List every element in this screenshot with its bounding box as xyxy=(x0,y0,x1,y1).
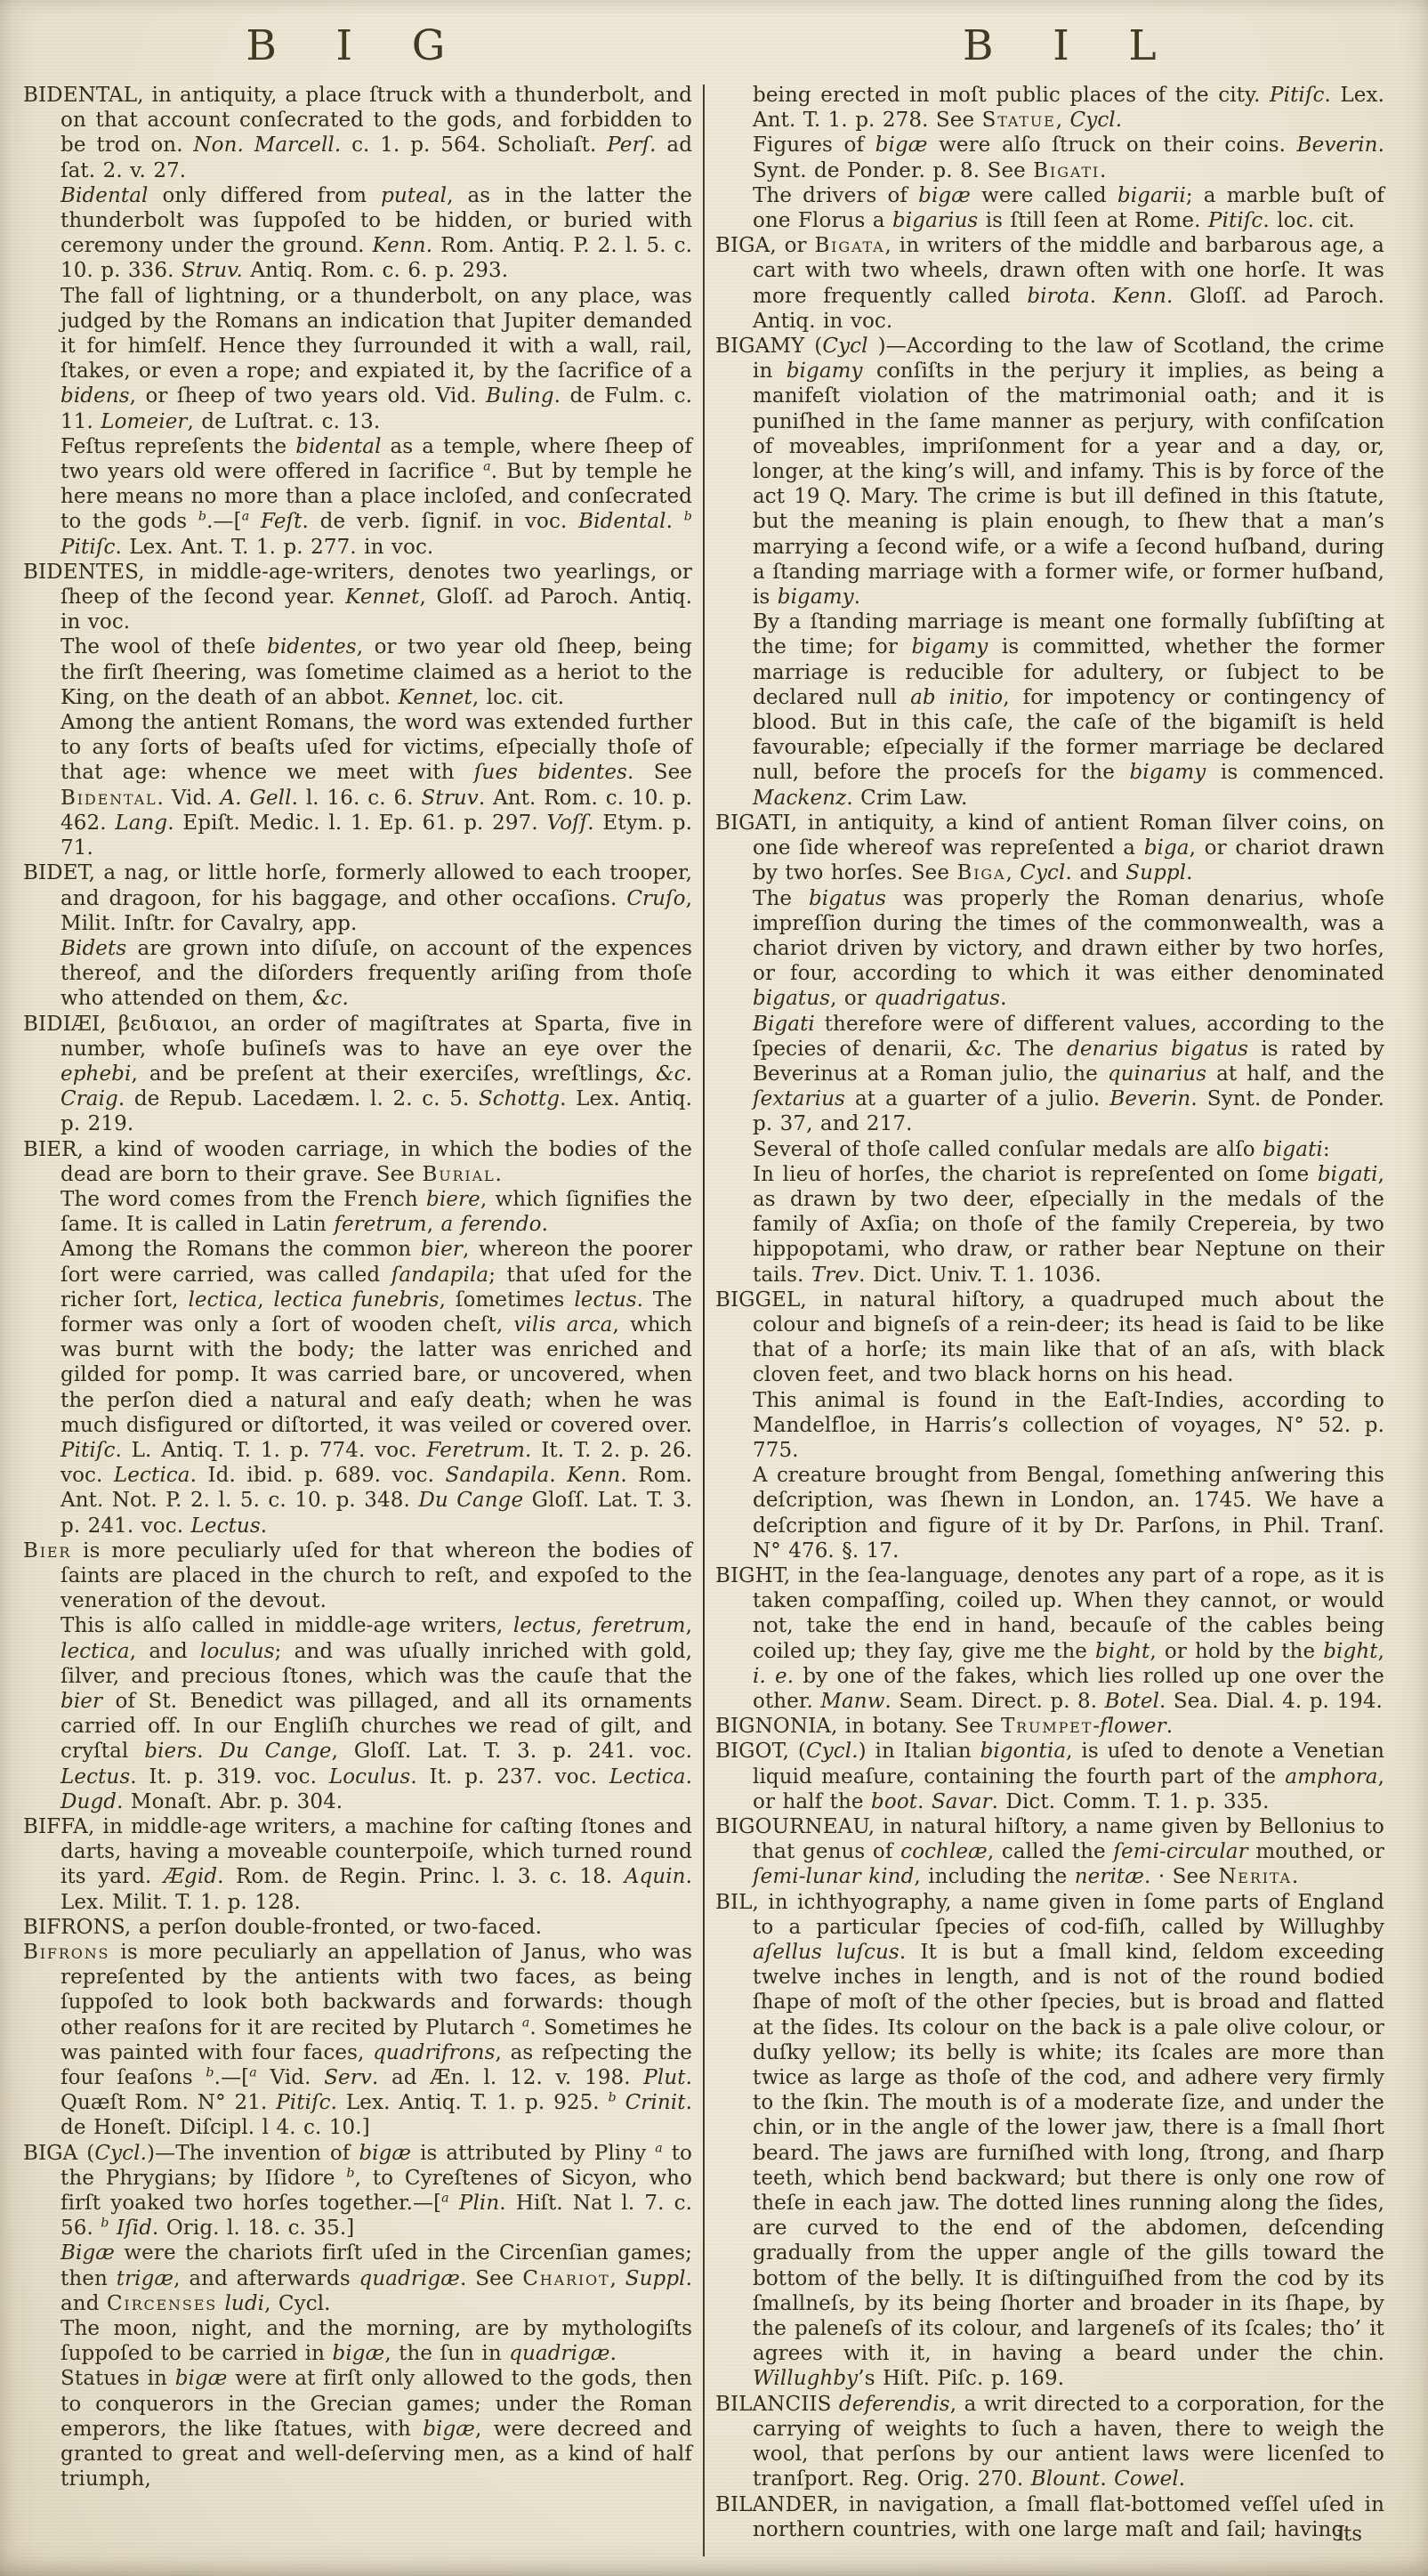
entry-paragraph: Statues in bigæ were at firſt only allowed to the gods, then to conquerors in the Grecian games; under the Roman emperors, the like ſtatues, with bigæ, were decreed and granted to great and well-deſerving men, as a kind of half triumph, xyxy=(61,2367,692,2491)
entry-paragraph: The wool of theſe bidentes, or two year old ſheep, being the firſt ſheering, was ſometime claimed as a heriot to the King, on the death of an abbot. Kennet, loc. cit. xyxy=(61,635,693,709)
running-head-left: B I G xyxy=(246,21,469,70)
entry-paragraph: The drivers of bigæ were called bigarii; a marble buſt of one Florus a bigarius is ſtill ſeen at Rome. Pitiſc. loc. cit. xyxy=(753,183,1384,233)
column-left xyxy=(23,83,692,2556)
entry-paragraph: BILANDER, in navigation, a ſmall flat-bottomed veſſel uſed in northern countries, with one large maſt and ſail; having xyxy=(715,2492,1384,2541)
entry-paragraph: The moon, night, and the morning, are by mythologiſts ſuppoſed to be carried in bigæ, the ſun in quadrigæ. xyxy=(61,2317,692,2366)
entry-paragraph: BIL, in ichthyography, a name given in ſome parts of England to a particular ſpecies of cod-fiſh, called by Willughby aſellus luſcus. It is but a ſmall kind, ſeldom exceeding twelve inches in length, and is not of the round bodied ſhape of moſt of the other ſpecies, but is broad and flatted at the ſides. Its colour on the back is a pale olive colour, or duſky yellow; its belly is white; its ſcales are more than twice as large as thoſe of the cod, and adhere very firmly to the ſkin. The mouth is of a moderate ſize, and under the chin, or in the angle of the lower jaw, there is a ſmall ſhort beard. The jaws are furniſhed with long, ſtrong, and ſharp teeth, which bend backward; but there is only one row of theſe in each jaw. The dotted lines running along the ſides, are curved to the end of the abdomen, deſcending gradually from the upper angle of the gills toward the bottom of the belly. It is diſtinguiſhed from the cod by its ſmallneſs, by its being ſhorter and broader in its ſhape, by the paleneſs of its colour, and largeneſs of its ſcales; tho’ it agrees with it, in having a beard under the chin. Willughby’s Hiſt. Piſc. p. 169. xyxy=(715,1890,1384,2391)
entry-paragraph: Bifrons is more peculiarly an appellation of Janus, who was repreſented by the antients with two faces, as being ſuppoſed to look both backwards and forwards: though other reaſons for it are recited by Plutarch $^a$. Sometimes he was painted with four faces, quadrifrons, as reſpecting the four ſeaſons $^b$.—[$^a$ Vid. Serv. ad Æn. l. 12. v. 198. Plut. Quæſt Rom. N° 21. Pitiſc. Lex. Antiq. T. 1. p. 925. $^b$ Crinit. de Honeſt. Diſcipl. l 4. c. 10.] xyxy=(23,1941,693,2140)
entry-paragraph: Feſtus repreſents the bidental as a temple, where ſheep of two years old were offered in ſacrifice $^a$. But by temple he here means no more than a place incloſed, and conſecrated to the gods $^b$.—[$^a$ Feſt. de verb. ſignif. in voc. Bidental. $^b$ Pitiſc. Lex. Ant. T. 1. p. 277. in voc. xyxy=(61,434,692,559)
entry-paragraph: Among the Romans the common bier, whereon the poorer ſort were carried, was called ſandapila; that uſed for the richer ſort, lectica, lectica funebris, ſometimes lectus. The former was only a ſort of wooden cheſt, vilis arca, which was burnt with the body; the latter was enriched and gilded for pomp. It was carried bare, or uncovered, when the perſon died a natural and eaſy death; when he was much disfigured or diſtorted, it was veiled or covered over. Pitiſc. L. Antiq. T. 1. p. 774. voc. Feretrum. It. T. 2. p. 26. voc. Lectica. Id. ibid. p. 689. voc. Sandapila. Kenn. Rom. Ant. Not. P. 2. l. 5. c. 10. p. 348. Du Cange Gloſſ. Lat. T. 3. p. 241. voc. Lectus. xyxy=(61,1238,693,1538)
entry-paragraph: BIFFA, in middle-age writers, a machine for caſting ſtones and darts, having a moveable counterpoiſe, which turned round its yard. Ægid. Rom. de Regin. Princ. l. 3. c. 18. Aquin. Lex. Milit. T. 1. p. 128. xyxy=(23,1815,692,1914)
entry-paragraph: BILANCIIS deferendis, a writ directed to a corporation, for the carrying of weights to ſuch a haven, there to weigh the wool, that perſons by our antient laws were licenſed to tranſport. Reg. Orig. 270. Blount. Cowel. xyxy=(715,2392,1384,2491)
entry-paragraph: BIGATI, in antiquity, a kind of antient Roman ſilver coins, on one ſide whereof was repreſented a biga, or chariot drawn by two horſes. See Biga, Cycl. and Suppl. xyxy=(715,811,1384,885)
column-right xyxy=(715,83,1384,2556)
entry-paragraph: BIFRONS, a perſon double-fronted, or two-faced. xyxy=(23,1915,543,1939)
entry-paragraph: BIGHT, in the ſea-language, denotes any part of a rope, as it is taken compaſſing, coiled up. When they cannot, or would not, take the end in hand, becauſe of the cables being coiled up; they ſay, give me the bight, or hold by the bight, i. e. by one of the fakes, which lies rolled up one over the other. Manw. Seam. Direct. p. 8. Botel. Sea. Dial. 4. p. 194. xyxy=(715,1563,1384,1713)
entry-paragraph: BIDENTES, in middle-age-writers, denotes two yearlings, or ſheep of the ſecond year. Kennet, Gloſſ. ad Paroch. Antiq. in voc. xyxy=(23,560,692,634)
entry-paragraph: The fall of lightning, or a thunderbolt, on any place, was judged by the Romans an indication that Jupiter demanded it for himſelf. Hence they ſurrounded it with a wall, rail, ſtakes, or even a rope; and expiated it, by the ſacrifice of a bidens, or ſheep of two years old. Vid. Buling. de Fulm. c. 11. Lomeier, de Luſtrat. c. 13. xyxy=(61,284,692,433)
entry-paragraph: BIGGEL, in natural hiſtory, a quadruped much about the colour and bigneſs of a rein-deer; its head is ſaid to be like that of a horſe; its main like that of an aſs, with black cloven feet, and two black horns on his head. xyxy=(715,1288,1384,1387)
entry-paragraph: BIGNONIA, in botany. See Trumpet-flower. xyxy=(715,1715,1174,1739)
entry-paragraph: BIDIÆI, βειδιαιοι, an order of magiſtrates at Sparta, five in number, whoſe buſineſs was to have an eye over the ephebi, and be preſent at their exerciſes, wreſtlings, &c. Craig. de Repub. Lacedæm. l. 2. c. 5. Schottg. Lex. Antiq. p. 219. xyxy=(23,1012,692,1136)
entry-paragraph: BIER, a kind of wooden carriage, in which the bodies of the dead are born to their grave. See Burial. xyxy=(23,1137,692,1186)
entry-paragraph: Bier is more peculiarly uſed for that whereon the bodies of ſaints are placed in the church to reſt, and expoſed to the veneration of the devout. xyxy=(23,1538,692,1613)
entry-paragraph: The word comes from the French biere, which ſignifies the ſame. It is called in Latin feretrum, a ferendo. xyxy=(61,1187,693,1237)
entry-paragraph: Several of thoſe called conſular medals are alſo bigati: xyxy=(753,1137,1330,1161)
entry-paragraph: BIGA (Cycl.)—The invention of bigæ is attributed by Pliny $^a$ to the Phrygians; by Iſidore $^b$, to Cyreſtenes of Sicyon, who firſt yoaked two horſes together.—[$^a$ Plin. Hiſt. Nat l. 7. c. 56. $^b$ Iſid. Orig. l. 18. c. 35.] xyxy=(23,2141,693,2241)
entry-paragraph: BIGOT, (Cycl.) in Italian bigontia, is uſed to denote a Venetian liquid meaſure, containing the fourth part of the amphora, or half the boot. Savar. Dict. Comm. T. 1. p. 335. xyxy=(715,1740,1385,1813)
entry-paragraph: Figures of bigæ were alſo ſtruck on their coins. Beverin. Synt. de Ponder. p. 8. See Bigati. xyxy=(753,133,1385,182)
entry-paragraph: A creature brought from Bengal, ſomething anſwering this deſcription, was ſhewn in London, an. 1745. We have a deſcription and figure of it by Dr. Parſons, in Phil. Tranſ. N° 476. §. 17. xyxy=(753,1464,1384,1563)
entry-paragraph: Bidental only differed from puteal, as in the latter the thunderbolt was ſuppoſed to be hidden, or buried with ceremony under the ground. Kenn. Rom. Antiq. P. 2. l. 5. c. 10. p. 336. Struv. Antiq. Rom. c. 6. p. 293. xyxy=(61,183,693,283)
entry-paragraph: BIDET, a nag, or little horſe, formerly allowed to each trooper, and dragoon, for his baggage, and other occaſions. Cruſo, Milit. Inſtr. for Cavalry, app. xyxy=(23,861,692,935)
entry-paragraph: Bigati therefore were of different values, according to the ſpecies of denarii, &c. The denarius bigatus is rated by Beverinus at a Roman julio, the quinarius at half, and the ſextarius at a guarter of a julio. Beverin. Synt. de Ponder. p. 37, and 217. xyxy=(753,1012,1385,1136)
column-divider-rule xyxy=(703,85,705,2556)
running-heads xyxy=(0,0,1428,70)
entry-paragraph: Bigæ were the chariots firſt uſed in the Circenſian games; then trigæ, and afterwards quadrigæ. See Chariot, Suppl. and Circenses ludi, Cycl. xyxy=(61,2241,693,2315)
entry-paragraph: Bidets are grown into diſuſe, on account of the expences thereof, and the diſorders frequently ariſing from thoſe who attended on them, &c. xyxy=(61,936,692,1011)
entry-paragraph: By a ſtanding marriage is meant one formally ſubſiſting at the time; for bigamy is committed, whether the former marriage is reducible for adultery, or ſubject to be declared null ab initio, for impotency or contingency of blood. But in this caſe, the caſe of the bigamiſt is held favourable; eſpecially if the former marriage be declared null, before the proceſs for the bigamy is commenced. Mackenz. Crim Law. xyxy=(753,610,1385,810)
entry-paragraph: BIDENTAL, in antiquity, a place ſtruck with a thunderbolt, and on that account conſecrated to the gods, and forbidden to be trod on. Non. Marcell. c. 1. p. 564. Scholiaſt. Perſ. ad ſat. 2. v. 27. xyxy=(23,84,693,182)
entry-paragraph: BIGA, or Bigata, in writers of the middle and barbarous age, a cart with two wheels, drawn often with one horſe. It was more frequently called birota. Kenn. Gloſſ. ad Paroch. Antiq. in voc. xyxy=(715,234,1384,333)
catchword: its xyxy=(1336,2523,1362,2546)
entry-paragraph: The bigatus was properly the Roman denarius, whoſe impreſſion during the times of the commonwealth, was a chariot driven by victory, and drawn either by two horſes, or four, according to which it was either denominated bigatus, or quadrigatus. xyxy=(753,886,1384,1011)
running-head-right: B I L xyxy=(963,21,1180,70)
entry-paragraph: This animal is found in the Eaſt-Indies, according to Mandelfloe, in Harris’s collection of voyages, N° 52. p. 775. xyxy=(753,1388,1384,1462)
entry-paragraph: being erected in moſt public places of the city. Pitiſc. Lex. Ant. T. 1. p. 278. See Statue, Cycl. xyxy=(753,84,1385,133)
text-columns xyxy=(0,83,1428,2556)
entry-paragraph: In lieu of horſes, the chariot is repreſented on ſome bigati, as drawn by two deer, eſpecially in the medals of the family of Axſia; on thoſe of the family Crepereia, by two hippopotami, who draw, or rather bear Neptune on their tails. Trev. Dict. Univ. T. 1. 1036. xyxy=(753,1162,1384,1287)
entry-paragraph: Among the antient Romans, the word was extended further to any ſorts of beaſts uſed for victims, eſpecially thoſe of that age: whence we meet with ſues bidentes. See Bidental. Vid. A. Gell. l. 16. c. 6. Struv. Ant. Rom. c. 10. p. 462. Lang. Epiſt. Medic. l. 1. Ep. 61. p. 297. Voſſ. Etym. p. 71. xyxy=(61,711,692,860)
entry-paragraph: This is alſo called in middle-age writers, lectus, feretrum, lectica, and loculus; and was uſually inriched with gold, ſilver, and precious ſtones, which was the cauſe that the bier of St. Benedict was pillaged, and all its ornaments carried off. In our Engliſh churches we read of gilt, and cryſtal biers. Du Cange, Gloſſ. Lat. T. 3. p. 241. voc. Lectus. It. p. 319. voc. Loculus. It. p. 237. voc. Lectica. Dugd. Monaſt. Abr. p. 304. xyxy=(61,1614,693,1813)
entry-paragraph: BIGOURNEAU, in natural hiſtory, a name given by Bellonius to that genus of cochleæ, called the ſemi-circular mouthed, or ſemi-lunar kind, including the neritæ. · See Nerita. xyxy=(715,1815,1384,1889)
entry-paragraph: BIGAMY (Cycl )—According to the law of Scotland, the crime in bigamy conſiſts in the perjury it implies, as being a manifeſt violation of the matrimonial oath; and it is puniſhed in the ſame manner as perjury, with confiſcation of moveables, impriſonment for a year and a day, or, longer, at the king’s will, and infamy. This is by force of the act 19 Q. Mary. The crime is but ill defined in this ſtatute, but the meaning is plain enough, to ſhew that a man’s marrying a ſecond wife, or a wife a ſecond huſband, during a ſtanding marriage with a former wife, or former huſband, is bigamy. xyxy=(715,335,1384,610)
